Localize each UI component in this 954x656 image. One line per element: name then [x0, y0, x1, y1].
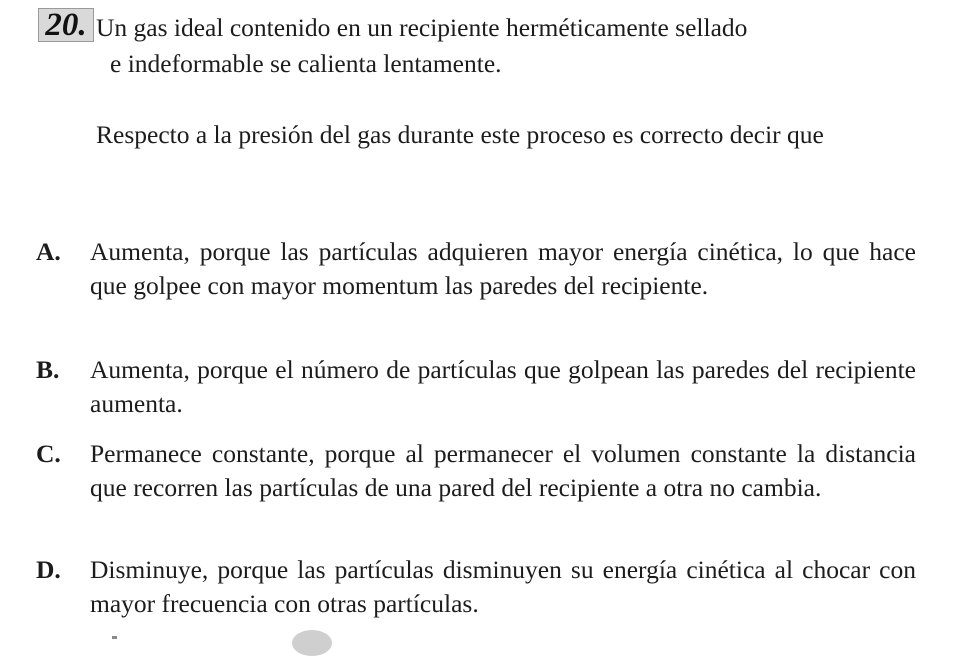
question-stem	[96, 10, 916, 82]
option-letter: D.	[36, 555, 61, 584]
question-stem-line-1: Un gas ideal contenido en un recipiente herméticamente sellado	[96, 13, 748, 42]
question-prompt: Respecto a la presión del gas durante este proceso es correcto decir que	[96, 120, 824, 149]
option-text: Aumenta, porque las partículas adquieren mayor energía cinética, lo que hace que golpee con mayor momentum las paredes del recipiente.	[90, 237, 916, 300]
option-letter: A.	[36, 237, 61, 266]
option-text: Permanece constante, porque al permanecer el volumen constante la distancia que recorren las partículas de una pared del recipiente a otra no cambia.	[90, 439, 916, 502]
option-letter: B.	[36, 355, 60, 384]
scan-smudge	[292, 630, 332, 656]
option-text: Aumenta, porque el número de partículas que golpean las paredes del recipiente aumenta.	[90, 355, 916, 418]
question-stem-line-2: e indeformable se calienta lentamente.	[110, 49, 502, 78]
question-number-badge: 20.	[38, 8, 94, 42]
answer-option-a[interactable]	[36, 235, 916, 303]
answer-option-d[interactable]	[36, 553, 916, 621]
option-text: Disminuye, porque las partículas disminuyen su energía cinética al chocar con mayor frecuencia con otras partículas.	[90, 555, 916, 618]
answer-option-b[interactable]	[36, 353, 916, 421]
option-letter: C.	[36, 439, 61, 468]
answer-option-c[interactable]	[36, 437, 916, 505]
scan-mark	[112, 636, 117, 639]
